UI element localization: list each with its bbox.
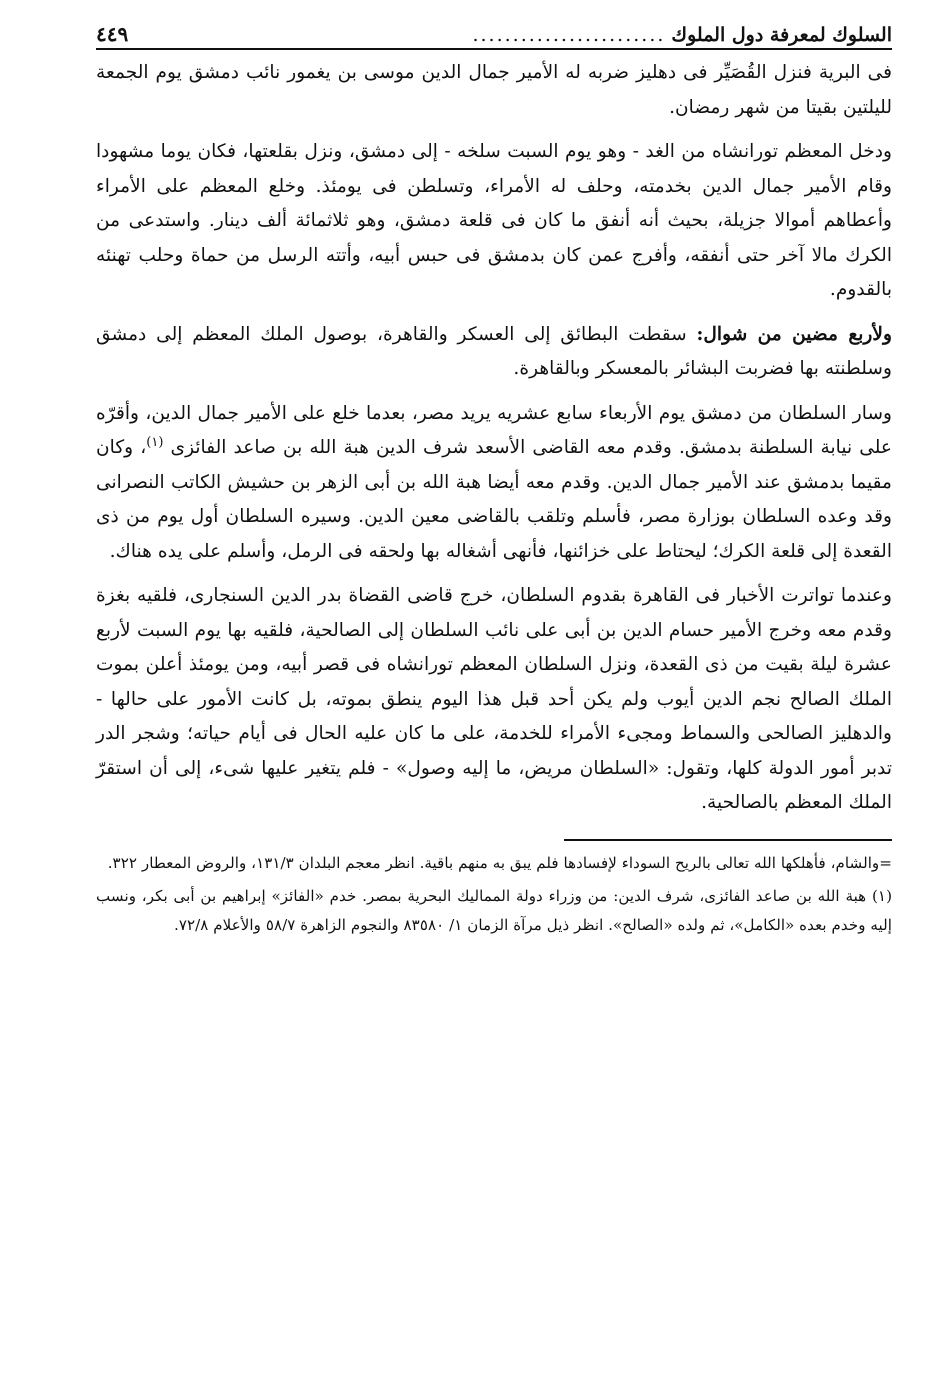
paragraph-3 xyxy=(96,318,892,387)
paragraph-text: فى البرية فنزل القُصَيِّر فى دهليز ضربه له الأمير جمال الدين موسى بن يغمور نائب دمشق يوم الجمعة لليلتين بقيتا من شهر رمضان. xyxy=(96,62,892,118)
paragraph-4 xyxy=(96,397,892,570)
footnote-1 xyxy=(96,882,892,940)
page-number: ٤٤٩ xyxy=(96,22,129,46)
paragraph-text: سقطت البطائق إلى العسكر والقاهرة، بوصول الملك المعظم إلى دمشق وسلطنته بها فضربت البشائر بالمعسكر وبالقاهرة. xyxy=(96,323,892,379)
paragraph-lead-date: ولأربع مضين من شوال: xyxy=(696,323,892,345)
paragraph-text: وعندما تواترت الأخبار فى القاهرة بقدوم السلطان، خرج قاضى القضاة بدر الدين السنجارى، فلقيه بغزة وقدم معه وخرج الأمير حسام الدين بن أبى على نائب السلطان إلى الصالحية، فلقيه بها يوم السبت لأربع عشرة ليلة بقيت من ذى القعدة، ونزل السلطان المعظم تورانشاه فى قصر أبيه، ومن يومئذ أعلن بموت الملك الصالح نجم الدين أيوب ولم يكن أحد قبل هذا اليوم ينطق بموته، بل كانت الأمور على حالها - والدهليز الصالحى والسماط ومجىء الأمراء للخدمة، على ما كان عليه الحال فى أيام حياته؛ وشجر الدر تدبر أمور الدولة كلها، وتقول: «السلطان مريض، ما إليه وصول» - فلم يتغير عليها شىء، إلى أن استقرّ الملك المعظم بالصالحية. xyxy=(96,585,892,813)
paragraph-5 xyxy=(96,579,892,821)
footnote-reference[interactable]: (١) xyxy=(146,434,164,450)
leader-dots: ........................ xyxy=(472,24,666,46)
footnote-continued xyxy=(96,849,892,878)
paragraph-text: وسار السلطان من دمشق يوم الأربعاء سابع عشريه يريد مصر، بعدما خلع على الأمير جمال الدين، وأقرّه على نيابة السلطنة بدمشق. وقدم معه القاضى الأسعد شرف الدين هبة الله بن صاعد الفائزى xyxy=(96,402,892,458)
book-title: السلوك لمعرفة دول الملوك xyxy=(671,24,892,46)
footnote-text: =والشام، فأهلكها الله تعالى بالريح السوداء لإفسادها فلم يبق به منهم باقية. انظر معجم البلدان ١٣١/٣، والروض المعطار ٣٢٢. xyxy=(107,853,892,872)
book-page xyxy=(96,22,892,944)
running-header xyxy=(96,22,892,50)
footnote-divider xyxy=(564,839,892,841)
footnote-text: (١) هبة الله بن صاعد الفائزى، شرف الدين: من وزراء دولة المماليك البحرية بمصر. خدم «الفائز» إبراهيم بن أبى بكر، ونسب إليه وخدم بعده «الكامل»، ثم ولده «الصالح». انظر ذيل مرآة الزمان ١/ ٨٣٥٨٠ والنجوم الزاهرة ٥٨/٧ والأعلام ٧٢/٨. xyxy=(96,886,892,934)
paragraph-text: ، وكان مقيما بدمشق عند الأمير جمال الدين. وقدم معه أيضا هبة الله بن أبى الزهر بن حشيش الكاتب النصرانى وقد وعده السلطان بوزارة مصر، فأسلم وتلقب بالقاضى معين الدين. وسيره السلطان أول يوم من ذى القعدة إلى قلعة الكرك؛ ليحتاط على خزائنها، فأنهى أشغاله بها ولحقه فى الرمل، وأسلم على يده هناك. xyxy=(96,437,892,562)
paragraph-text: ودخل المعظم تورانشاه من الغد - وهو يوم السبت سلخه - إلى دمشق، ونزل بقلعتها، فكان يوما مشهودا وقام الأمير جمال الدين بخدمته، وحلف له الأمراء، وتسلطن فى يومئذ. وخلع المعظم على الأمراء وأعطاهم أموالا جزيلة، بحيث أنه أنفق ما كان فى قلعة دمشق، وهو ثلاثمائة ألف دينار. واستدعى من الكرك مالا آخر حتى أنفقه، وأفرج عمن كان بدمشق فى حبس أبيه، وأتته الرسل من حماة وحلب تهنئه بالقدوم. xyxy=(96,141,892,300)
paragraph-1 xyxy=(96,56,892,125)
paragraph-2 xyxy=(96,135,892,308)
